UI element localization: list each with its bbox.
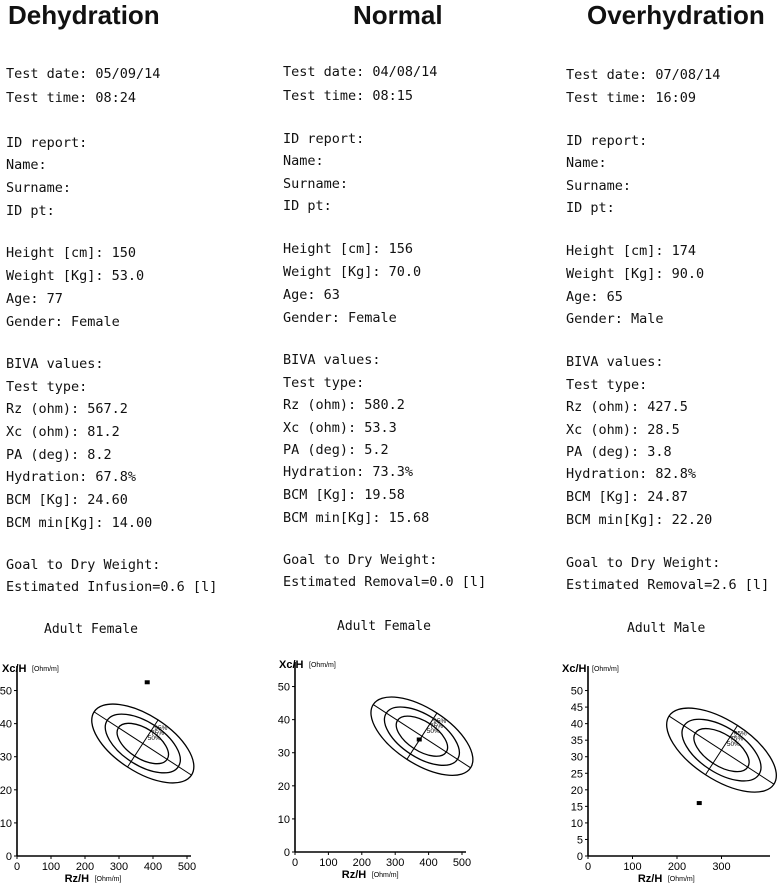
test-type: Test type: [6,379,88,395]
y-axis-label: Xc/H [2,663,27,675]
panel-normal [277,0,527,886]
height: Height [cm]: 174 [566,243,697,259]
bcm-min-value: BCM min[Kg]: 15.68 [283,510,430,526]
test-time: Test time: 16:09 [566,90,697,106]
weight: Weight [Kg]: 53.0 [6,268,145,284]
y-tick-label: 20 [0,784,12,797]
y-tick-label: 50 [570,685,583,698]
x-axis-unit: [Ohm/m] [371,872,399,879]
height: Height [cm]: 150 [6,245,137,261]
x-tick-label: 0 [13,861,21,873]
x-tick-label: 200 [75,861,95,873]
ellipse-minor-axis [669,716,774,784]
age: Age: 77 [6,291,63,307]
tolerance-ellipse [653,691,778,808]
x-tick-label: 0 [291,857,299,869]
id-report: ID report: [566,133,648,149]
y-axis-unit: [Ohm/m] [592,666,619,673]
height: Height [cm]: 156 [283,241,414,257]
y-tick-label: 40 [277,714,290,727]
name-field: Name: [283,153,324,169]
x-tick-label: 500 [177,861,197,873]
panel-heading: Dehydration [8,0,160,30]
ellipse-label: 50% [147,734,161,742]
surname-field: Surname: [283,176,349,192]
goal-dry-weight: Goal to Dry Weight: [566,555,721,571]
bcm-value: BCM [Kg]: 24.60 [6,492,128,508]
biva-values: BIVA values: [283,352,381,368]
id-pt: ID pt: [283,198,332,214]
x-tick-label: 500 [452,857,472,869]
estimated-fluid: Estimated Removal=2.6 [l] [566,577,770,593]
bcm-value: BCM [Kg]: 19.58 [283,487,405,503]
gender: Gender: Male [566,311,664,327]
y-tick-label: 10 [0,817,12,830]
ellipse-label: 95% [733,730,747,738]
panel-heading: Normal [353,0,443,30]
measurement-point [417,737,422,741]
chart-title: Adult Female [44,622,138,637]
panel-overhydration [560,0,778,886]
x-tick-label: 0 [584,861,592,873]
xc-value: Xc (ohm): 81.2 [6,424,120,440]
biva-values: BIVA values: [6,356,104,372]
xc-value: Xc (ohm): 28.5 [566,422,680,438]
id-pt: ID pt: [6,203,55,219]
y-tick-label: 40 [0,718,12,731]
y-tick-label: 25 [570,768,583,781]
x-tick-label: 400 [419,857,438,869]
y-tick-label: 30 [277,747,290,760]
measurement-point [697,801,702,805]
weight: Weight [Kg]: 90.0 [566,266,705,282]
x-tick-label: 100 [319,857,338,869]
x-tick-label: 200 [667,861,687,873]
x-tick-label: 400 [143,861,163,873]
gender: Gender: Female [6,314,120,330]
chart-title: Adult Male [627,621,706,636]
test-type: Test type: [283,375,365,391]
x-tick-label: 300 [109,861,129,873]
weight: Weight [Kg]: 70.0 [283,264,422,280]
pa-value: PA (deg): 8.2 [6,447,112,463]
goal-dry-weight: Goal to Dry Weight: [283,552,438,568]
ellipse-label: 75% [429,722,444,730]
y-tick-label: 0 [5,851,12,863]
y-tick-label: 15 [570,801,583,814]
name-field: Name: [566,155,607,171]
bcm-min-value: BCM min[Kg]: 22.20 [566,512,713,528]
surname-field: Surname: [566,178,632,194]
test-date: Test date: 05/09/14 [6,66,161,82]
y-axis-unit: [Ohm/m] [309,662,336,669]
name-field: Name: [6,157,47,173]
xc-value: Xc (ohm): 53.3 [283,420,397,436]
biva-chart [560,656,778,886]
ellipse-minor-axis [94,712,191,775]
x-axis-label: Rz/H [64,873,90,885]
test-type: Test type: [566,377,648,393]
gender: Gender: Female [283,310,397,326]
surname-field: Surname: [6,180,72,196]
age: Age: 63 [283,287,340,303]
estimated-fluid: Estimated Removal=0.0 [l] [283,574,487,590]
id-report: ID report: [283,131,365,147]
y-tick-label: 45 [570,702,583,715]
y-tick-label: 0 [283,847,290,859]
hydration-value: Hydration: 67.8% [6,469,137,485]
rz-value: Rz (ohm): 580.2 [283,397,405,413]
x-axis-unit: [Ohm/m] [94,876,122,883]
test-time: Test time: 08:24 [6,90,137,106]
rz-value: Rz (ohm): 427.5 [566,399,688,415]
biva-values: BIVA values: [566,354,664,370]
x-tick-label: 300 [386,857,405,869]
pa-value: PA (deg): 3.8 [566,444,672,460]
test-time: Test time: 08:15 [283,88,414,104]
x-axis-label: Rz/H [341,869,367,881]
y-axis-label: Xc/H [279,659,304,671]
id-report: ID report: [6,135,88,151]
chart-title: Adult Female [337,619,431,634]
y-tick-label: 35 [570,735,583,748]
x-axis-unit: [Ohm/m] [667,876,695,883]
test-date: Test date: 04/08/14 [283,64,438,80]
y-tick-label: 0 [576,851,583,863]
x-tick-label: 100 [623,861,642,873]
x-tick-label: 300 [712,861,731,873]
y-tick-label: 20 [570,784,583,797]
y-tick-label: 50 [277,681,290,694]
ellipse-label: 75% [151,729,165,737]
measurement-point [145,680,150,684]
ellipse-label: 50% [726,741,740,749]
y-tick-label: 30 [570,751,583,764]
hydration-value: Hydration: 82.8% [566,466,697,482]
x-axis-label: Rz/H [637,873,663,885]
ellipse-label: 75% [730,735,744,743]
biva-chart [277,652,527,882]
panel-heading: Overhydration [587,0,765,30]
ellipse-label: 95% [433,717,447,725]
rz-value: Rz (ohm): 567.2 [6,401,128,417]
ellipse-minor-axis [373,705,470,768]
biva-chart [0,656,250,886]
y-tick-label: 20 [277,780,290,793]
panel-dehydration [0,0,250,886]
ellipse-label: 50% [426,727,440,735]
estimated-fluid: Estimated Infusion=0.6 [l] [6,579,218,595]
hydration-value: Hydration: 73.3% [283,464,414,480]
id-pt: ID pt: [566,200,615,216]
y-tick-label: 50 [0,685,12,698]
y-tick-label: 30 [0,751,12,764]
bcm-value: BCM [Kg]: 24.87 [566,489,688,505]
ellipse-label: 95% [154,724,168,732]
y-axis-unit: [Ohm/m] [32,666,59,673]
y-tick-label: 5 [576,834,583,847]
y-tick-label: 10 [570,817,583,830]
age: Age: 65 [566,289,623,305]
pa-value: PA (deg): 5.2 [283,442,389,458]
y-axis-label: Xc/H [562,663,587,675]
y-tick-label: 10 [277,813,290,826]
x-tick-label: 100 [41,861,61,873]
x-tick-label: 200 [352,857,371,869]
goal-dry-weight: Goal to Dry Weight: [6,557,161,573]
y-tick-label: 40 [570,718,583,731]
bcm-min-value: BCM min[Kg]: 14.00 [6,515,153,531]
test-date: Test date: 07/08/14 [566,67,721,83]
